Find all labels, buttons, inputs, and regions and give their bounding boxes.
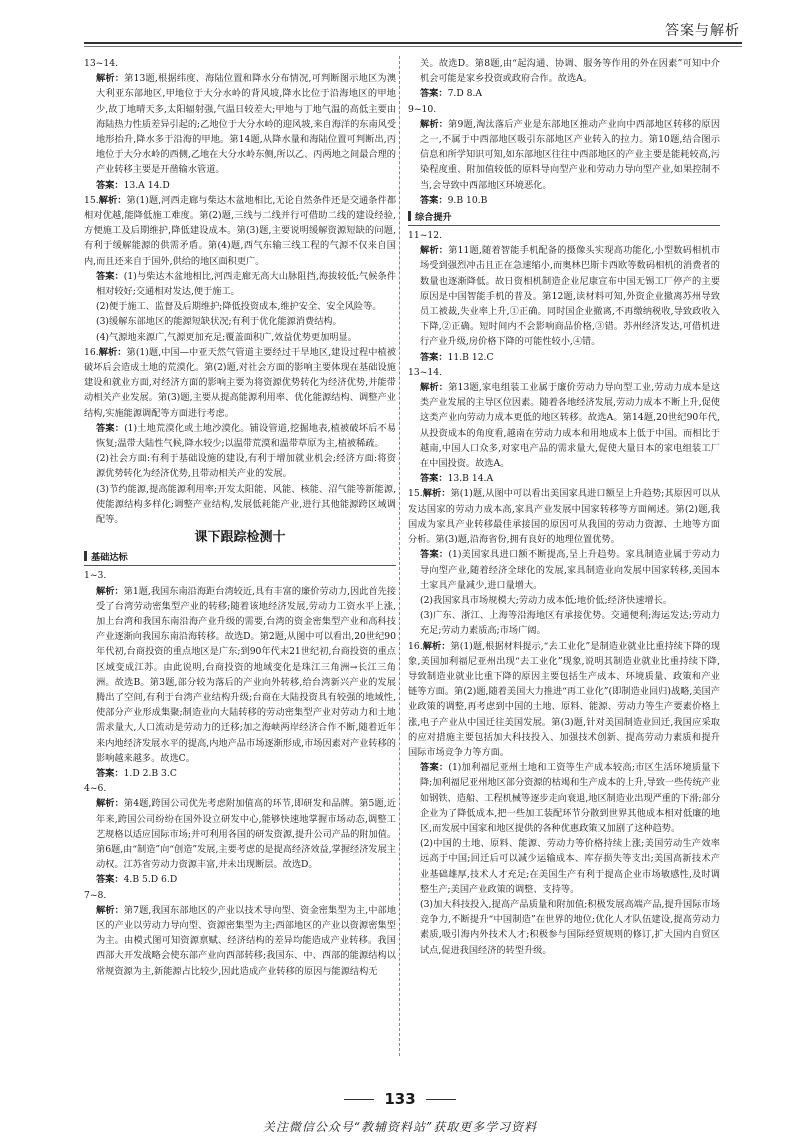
analysis-label: 解析： (98, 346, 127, 358)
answer-label: 答案： (96, 270, 124, 282)
analysis-paragraph (408, 243, 720, 349)
question-number: 16. (408, 640, 423, 652)
analysis-paragraph (84, 903, 396, 979)
right-column (408, 56, 720, 1056)
block-q1-3 (84, 568, 396, 781)
answer-item: (1)美国家具进口额不断提高,呈上升趋势。家具制造业属于劳动力导向型产业,随着经济全球化的发展,家具制造业向发展中国家转移,美国本土家具产量减少,进口量增大。 (420, 549, 721, 591)
question-range: 11~12. (408, 230, 443, 242)
block-q15 (84, 193, 396, 345)
analysis-text: 第4题,跨国公司优先考虑附加值高的环节,即研发和品牌。第5题,近年来,跨国公司纷纷在国外设立研发中心,能够快速地掌握市场动态,调整工艺规格以适应国际市场;并可利用各国的研发资源,提升公司产品的附加值。第6题,由“制造”向“创造”发展,主要考虑的是提高经济效益,掌握经济发展主动权。江苏省劳动力资源丰富,并未出现断层。故选D。 (96, 798, 397, 871)
header-title: 答案与解析 (665, 23, 740, 39)
block-q4-6 (84, 781, 396, 887)
answer-paragraph (84, 872, 396, 887)
question-range: 9~10. (408, 103, 437, 115)
analysis-paragraph (84, 584, 396, 766)
subhead-label: 综合提升 (415, 212, 452, 224)
analysis-label: 解析： (96, 798, 124, 810)
analysis-label: 解析： (420, 118, 449, 130)
answer-text: 13.B 14.A (447, 473, 494, 485)
subhead-bar (84, 551, 87, 561)
subhead-label: 基础达标 (91, 552, 128, 564)
analysis-label: 解析： (420, 382, 449, 394)
answer-item: (3)广东、浙江、上海等沿海地区有承接优势。交通便利;海运发达;劳动力充足;劳动力素质高;市场广阔。 (420, 610, 720, 637)
block-q15-right (408, 486, 720, 638)
answer-label: 答案： (420, 88, 448, 100)
answer-item: (2)我国家具市场规模大;劳动力成本低;地价低;经济快速增长。 (420, 594, 672, 606)
answer-text: 11.B 12.C (447, 351, 494, 363)
analysis-paragraph (408, 117, 720, 193)
answer-item: (1)与柴达木盆地相比,河西走廊无高大山脉阻挡,海拔较低;气候条件相对较好;交通相对发达,便于施工。 (96, 270, 397, 298)
header-rule (84, 42, 742, 44)
answer-text: 9.B 10.B (447, 194, 488, 206)
question-number: 15. (84, 194, 99, 206)
answer-label: 答案： (420, 351, 448, 363)
block-q13-14 (84, 56, 396, 193)
answer-text: 1.D 2.B 3.C (123, 767, 177, 779)
analysis-label: 解析： (422, 640, 451, 652)
analysis-label: 解析： (96, 73, 125, 85)
page-number-text: 133 (384, 1090, 416, 1108)
answer-item: (1)土地荒漠化或土地沙漠化。铺设管道,挖掘地表,植被破坏后不易恢复;温带大陆性气候,降水较少;以温带荒漠和温带草原为主,植被稀疏。 (96, 422, 397, 450)
answer-label: 答案： (420, 194, 448, 206)
block-q11-12 (408, 228, 720, 365)
question-number: 16. (84, 346, 99, 358)
analysis-text: 第1题,我国东南沿海距台湾较近,具有丰富的廉价劳动力,因此首先接受了台湾劳动密集型产业的转移;随着该地经济发展,劳动力工资水平上涨,加上台湾和我国东南沿海产业升级的需要,台湾的资金密集型产业和高科技产业逐渐向我国东南沿海转移。故选D。第2题,从图中可以看出,20世纪90年代初,台商投资的重点地区是广东;到90年代末21世纪初,台商投资的重点区域变成江苏。由此说明,台商投资的地域变化是珠江三角洲→长江三角洲。故选B。第3题,部分较为落后的产业向外转移,给台湾新兴产业的发展腾出了空间,有利于台湾产业结构升级;台商在大陆投资具有较强的地域性,使部分产业形成集聚;制造业向大陆转移的劳动密集型产业对劳动力和土地需求量大,人口流动是劳动力的迁移;加之海峡两岸经济合作不断,随着近年来内地经济发展水平的提高,内地产品市场逐渐形成,市场因素对产业转移的影响越来越多。故选C。 (96, 585, 397, 764)
question-range: 4~6. (84, 783, 107, 795)
analysis-paragraph (408, 639, 720, 761)
analysis-text: 第(1)题,中国—中亚天然气管道主要经过干旱地区,建设过程中植被破坏后会造成土地的荒漠化。第(2)题,对社会方面的影响主要体现在基础设施建设和就业方面,对经济方面的影响主要为将资源优势转化为经济优势,并能带动相关产业发展。第(3)题,主要从提高能源利用率、优化能源结构、调整产业结构,实施能源调配等方面进行考虑。 (84, 346, 397, 419)
answer-text: 7.D 8.A (447, 88, 483, 100)
answer-label: 答案： (420, 549, 449, 561)
answer-label: 答案： (96, 767, 124, 779)
answer-paragraph (84, 178, 396, 193)
analysis-paragraph (84, 796, 396, 872)
answer-paragraph (84, 766, 396, 781)
footer-note: 关注微信公众号“教辅资料站”获取更多学习资料 (262, 1120, 538, 1134)
question-range: 7~8. (84, 889, 107, 901)
analysis-paragraph (408, 380, 720, 471)
answer-label: 答案： (96, 422, 125, 434)
subhead-bar (408, 211, 411, 221)
answer-label: 答案： (420, 762, 449, 774)
answer-paragraph (84, 421, 396, 451)
subhead-advanced (408, 210, 720, 226)
section-title: 课下跟踪检测十 (194, 530, 286, 546)
answer-paragraph (84, 269, 396, 299)
left-column (84, 56, 396, 1056)
page-number-dash-left (344, 1099, 374, 1100)
block-q16 (84, 345, 396, 527)
block-q7-8 (84, 888, 396, 979)
analysis-text: 第11题,随着智能手机配备的摄像头实现高功能化,小型数码相机市场受到强烈冲击且正在急速缩小,而奥林巴斯卡西欧等数码相机的消费者的数量也逐渐降低。故日资相机制造企业尼康宣布中国无锡工厂停产的主要原因是中国智能手机的普及。第12题,读材料可知,外资企业撤离苏州导致员工被裁,失业率上升,①正确。同时国企业撤离,不再缴纳税收,导致政收入下降,②正确。短时间内不会影响商品价格,③错。苏州经济发达,可借机进行产业升级,房价格下降的可能性较小,④错。 (420, 245, 721, 348)
analysis-paragraph (84, 71, 396, 177)
answer-item: (3)节约能源,提高能源利用率;开发太阳能、风能、核能、沼气能等新能源,使能源结构多样化;调整产业结构,发展低耗能产业,进行其他能源跨区域调配等。 (96, 483, 396, 526)
answer-item: (4)气源地来源广,气源更加充足;覆盖面积广,效益优势更加明显。 (96, 331, 357, 343)
answer-item: (2)便于施工、监督及后期维护;降低投资成本,维护安全、安全风险等。 (96, 301, 382, 313)
page-number (0, 1090, 800, 1108)
column-divider (399, 56, 400, 1056)
analysis-label: 解析： (96, 904, 124, 916)
block-q16-right (408, 639, 720, 958)
analysis-text: 第(1)题,河西走廊与柴达木盆地相比,无论自然条件还是交通条件都相对优越,能降低施工难度。第(2)题,三线与二线并行可借助二线的建设经验,方便施工及后期维护,降低建设成本。第(3)题,主要说明缓解资源短缺的问题,有利于缓解能源的供需矛盾。第(4)题,西气东输三线工程的气源不仅来自国内,而且还来自于国外,供给的地区面积更广。 (84, 194, 397, 267)
answer-item: (1)加利福尼亚州土地和工资等生产成本较高;市区生活环境质量下降;加利福尼亚州地区部分资源的枯竭和生产成本的上升,导致一些传统产业如钢铁、造船、工程机械等逐步走向衰退,地区制造业出现严重的下滑;部分企业为了降低成本,把一些加工装配环节分散到世界其他成本相对低廉的地区,而发展中国家和地区提供的各种优惠政策又加剧了这种趋势。 (420, 762, 721, 834)
analysis-paragraph (84, 345, 396, 421)
block-q9-10 (408, 102, 720, 208)
analysis-text: 第13题,根据纬度、海陆位置和降水分布情况,可判断图示地区为澳大利亚东部地区,甲地位于大分水岭的背风坡,降水比位于沿海地区的甲地少,故丁地晴天多,太阳辐射强,气温日较差大;甲地与丁地气温的高低主要由海陆热力性质差异引起的;乙地位于大分水岭的迎风坡,来自海洋的东南风受地形抬升,降水多于沿海的甲地。第14题,从降水量和海陆位置可判断出,丙地位于大分水岭的西侧,乙地在大分水岭东侧,所以乙、丙两地之间最合理的产业转移主要是开凿输水管道。 (96, 73, 397, 176)
page-number-dash-right (426, 1099, 456, 1100)
question-range: 1~3. (84, 570, 107, 582)
analysis-continued: 关。故选D。第8题,由“起沟通、协调、服务等作用的外在因素”可知中介机会可能是家乡投资或政府合作。故选A。 (420, 58, 720, 85)
answer-text: 4.B 5.D 6.D (123, 874, 178, 886)
answer-paragraph (408, 193, 720, 208)
answer-paragraph (408, 350, 720, 365)
answer-item: (3)缓解东部地区的能源短缺状况;有利于优化能源消费结构。 (96, 316, 342, 328)
question-number: 15. (408, 488, 423, 500)
analysis-text: 第7题,我国东部地区的产业以技术导向型、资金密集型为主,中部地区的产业以劳动力导向型、资源密集型为主;西部地区的产业以资源密集型为主。由模式图可知资源禀赋、经济结构的差异均能造成产业转移。我国西部大开发战略会使东部产业向西部转移;我国东、中、西部的能源结构以常规资源为主,新能源占比较少,因此造成产业转移的原因与能源结构无 (96, 904, 397, 977)
block-q7-8-continued (408, 56, 720, 102)
answer-paragraph (408, 547, 720, 593)
answer-item: (2)中国的土地、原料、能源、劳动力等价格持续上涨;美国劳动生产效率远高于中国;回迁后可以减少运输成本、库存损失等支出;美国高新技术产业基础雄厚,技术人才充足;在美国生产有利于提高企业市场敏感性,及时调整生产;美国产业政策的调整、支持等。 (420, 838, 720, 895)
answer-item: (2)社会方面:有利于基础设施的建设,有利于增加就业机会;经济方面:将资源优势转化为经济优势,且带动相关产业的发展。 (96, 453, 396, 480)
analysis-text: 第(1)题,从图中可以看出美国家具进口额呈上升趋势;其原因可以从发达国家的劳动力成本高,家具产业发展中国家转移等方面阐述。第(2)题,我国成为家具产业转移最佳承接国的原因可从我国的劳动力资源、土地等方面分析。第(3)题,沿海省份,拥有良好的地理位置优势。 (408, 488, 721, 546)
analysis-text: 第9题,淘汰落后产业是东部地区推动产业向中西部地区转移的原因之一,不属于中西部地区吸引东部地区产业转入的拉力。第10题,结合图示信息和所学知识可知,如东部地区往往中西部地区的产业主要是能耗较高,污染程度重、附加值较低的原料导向型产业和劳动力导向型产业,如果控制不当,会导致中西部地区环境恶化。 (420, 118, 721, 191)
answer-label: 答案： (96, 874, 124, 886)
block-q13-14-right (408, 365, 720, 487)
header-rule-thin (84, 46, 742, 47)
analysis-text: 第13题,家电组装工业属于廉价劳动力导向型工业,劳动力成本是这类产业发展的主导区位因素。随着各地经济发展,劳动力成本不断上升,促使这类产业向劳动力成本更低的地区转移。故选A。第14题,20世纪90年代,从投资成本的角度看,越南在劳动力成本和用地成本上低于中国。而相比于越南,中国人口众多,对家电产品的需求量大,促使大量日本的家电组装工厂在中国投资。故选A。 (420, 382, 721, 470)
answer-label: 答案： (420, 473, 448, 485)
analysis-label: 解析： (420, 245, 449, 257)
analysis-label: 解析： (98, 194, 127, 206)
analysis-text: 第(1)题,根据材料提示,“去工业化”是制造业就业比重持续下降的现象,美国加利福尼亚州出现“去工业化”现象,说明其制造业就业比重持续下降,导致制造业就业比重下降的原因主要包括生产成本、环境质量、政策和产业链等方面。第(2)题,随着美国大力推进“再工业化”(即制造业回归)战略,美国产业政策的调整,再考虑到中国的土地、原料、能源、劳动力等生产要素价格上涨,电子产业从中国迁往美国发展。第(3)题,针对美国制造业回迁,我国应采取的应对措施主要包括加大科技投入、加强技术创新、提高劳动力素质和提升国际市场竞争力等方面。 (408, 640, 721, 758)
answer-paragraph (408, 86, 720, 101)
analysis-label: 解析： (96, 585, 124, 597)
answer-item: (3)加大科技投入,提高产品质量和附加值;积极发展高端产品,提升国际市场竞争力,不断提升“中国制造”在世界的地位;优化人才队伍建设,提高劳动力素质,吸引海内外技术人才;积极参与国际经贸规则的修订,扩大国内自贸区试点,促进我国经济的转型升级。 (420, 898, 720, 956)
answer-paragraph (408, 760, 720, 836)
answer-paragraph (408, 471, 720, 486)
question-range: 13~14. (84, 58, 119, 69)
question-range: 13~14. (408, 366, 443, 378)
analysis-paragraph (84, 193, 396, 269)
subhead-basic (84, 550, 396, 566)
answer-text: 13.A 14.D (123, 179, 170, 191)
analysis-label: 解析： (422, 488, 451, 500)
answer-label: 答案： (96, 179, 124, 191)
analysis-paragraph (408, 486, 720, 547)
